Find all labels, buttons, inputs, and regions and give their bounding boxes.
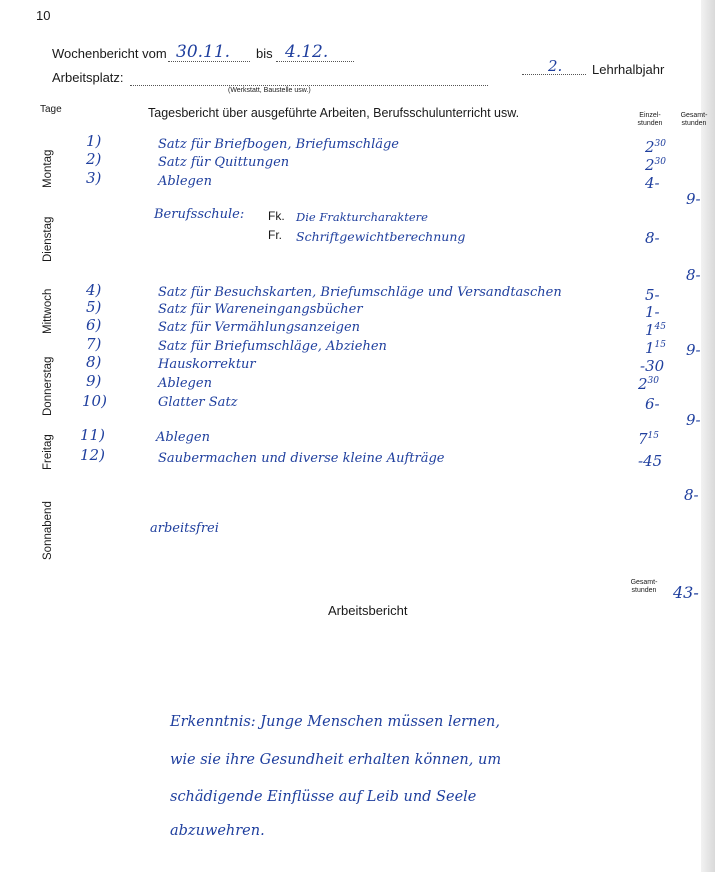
entry-number: 6) [86,316,102,334]
entry-hours-value: 7 [638,430,648,448]
total-friday: 8- [684,486,699,504]
grand-total-value: 43- [673,583,699,602]
column-single-hours-line1: Einzel- [639,112,661,119]
entry-number: 1) [86,132,102,150]
page-edge-shadow [701,0,715,872]
column-total-hours-line2: stunden [681,120,707,127]
total-thursday: 9- [686,411,701,429]
school-subject2-text: Schriftgewichtberechnung [296,229,466,244]
entry-hours [638,452,662,470]
report-line: abzuwehren. [170,823,265,839]
entry-hours [645,286,660,304]
entry-hours-minutes: 15 [654,340,666,350]
total-monday: 9- [686,190,701,208]
entry-text: Ablegen [158,376,212,391]
entry-text: Ablegen [158,174,212,189]
entry-hours [640,357,664,375]
report-line: Erkenntnis: Junge Menschen müssen lernen, [170,714,500,730]
entry-hours-value: 1- [645,303,660,321]
entry-hours-value: 4- [645,174,660,192]
workplace-label: Arbeitsplatz: [52,70,124,85]
entry-hours-value: 6- [645,395,660,413]
school-subject1-text: Die Frakturcharaktere [296,210,428,224]
entry-hours-value: 5- [645,286,660,304]
total-tuesday: 8- [686,266,701,284]
school-subject2-code: Fr. [268,228,282,242]
entry-text: Satz für Briefbogen, Briefumschläge [158,137,400,152]
entry-hours [645,174,660,192]
entry-hours [645,321,666,339]
entry-hours-minutes: 15 [647,431,659,441]
date-from-value: 30.11. [176,42,231,62]
day-tuesday: Dienstag [42,216,54,262]
entry-number: 11) [80,426,105,444]
workplace-hint: (Werkstatt, Baustelle usw.) [228,87,311,94]
entry-hours-minutes: 30 [647,376,659,386]
half-year-label: Lehrhalbjahr [592,62,665,77]
column-days: Tage [40,104,62,115]
day-wednesday: Mittwoch [42,288,54,334]
date-to-value: 4.12. [285,42,329,62]
day-saturday: Sonnabend [42,501,54,560]
entry-hours [645,395,660,413]
day-thursday: Donnerstag [42,356,54,416]
school-label: Berufsschule: [154,207,245,222]
entry-hours-value: 2 [645,156,655,174]
entry-text: Satz für Vermählungsanzeigen [158,320,361,335]
entry-text: Satz für Besuchskarten, Briefumschläge und Versandtaschen [158,285,562,300]
entry-hours-minutes: 30 [654,157,666,167]
entry-text: Ablegen [156,430,210,445]
entry-number: 5) [86,298,102,316]
report-line: schädigende Einflüsse auf Leib und Seele [170,789,477,805]
entry-hours-minutes: 45 [654,322,666,332]
entry-hours [645,138,666,156]
entry-text: Saubermachen und diverse kleine Aufträge [158,451,445,466]
entry-text: Satz für Briefumschläge, Abziehen [158,339,387,354]
between-label: bis [256,46,273,61]
entry-hours-value: -30 [640,357,665,375]
grand-total-label-line2: stunden [631,587,657,594]
entry-text: Glatter Satz [158,395,238,410]
school-subject1-code: Fk. [268,209,285,223]
school-hours: 8- [645,229,660,247]
entry-number: 9) [86,372,102,390]
column-total-hours-line1: Gesamt- [680,112,708,119]
entry-hours [638,375,659,393]
grand-total-label-line1: Gesamt- [630,579,658,586]
column-total-hours [674,112,714,128]
entry-hours-value: -45 [638,452,663,470]
entry-hours-minutes: 30 [654,139,666,149]
entry-hours-value: 2 [645,138,655,156]
column-single-hours [632,112,668,128]
entry-number: 7) [86,335,102,353]
entry-number: 2) [86,150,102,168]
entry-hours [645,339,666,357]
column-single-hours-line2: stunden [637,120,663,127]
report-line: wie sie ihre Gesundheit erhalten können, um [170,752,502,768]
entry-hours [645,303,660,321]
page-number: 10 [36,8,51,23]
entry-text: Hauskorrektur [158,357,256,372]
entry-hours [645,156,666,174]
saturday-note: arbeitsfrei [150,521,219,536]
entry-number: 8) [86,353,102,371]
half-year-value: 2. [548,57,563,75]
entry-number: 12) [80,446,105,464]
entry-text: Satz für Quittungen [158,155,290,170]
total-wednesday: 9- [686,341,701,359]
entry-number: 10) [82,392,107,410]
entry-hours-value: 2 [638,375,648,393]
weekly-report-label: Wochenbericht vom [52,46,167,61]
entry-number: 4) [86,281,102,299]
workplace-line [130,85,488,86]
entry-hours [638,430,659,448]
grand-total-label [624,579,664,595]
report-title: Arbeitsbericht [328,603,408,618]
entry-number: 3) [86,169,102,187]
entry-hours-value: 1 [645,321,655,339]
column-description: Tagesbericht über ausgeführte Arbeiten, Berufsschulunterricht usw. [148,106,520,120]
day-friday: Freitag [42,434,54,470]
entry-text: Satz für Wareneingangsbücher [158,302,363,317]
entry-hours-value: 1 [645,339,655,357]
day-monday: Montag [42,149,54,188]
